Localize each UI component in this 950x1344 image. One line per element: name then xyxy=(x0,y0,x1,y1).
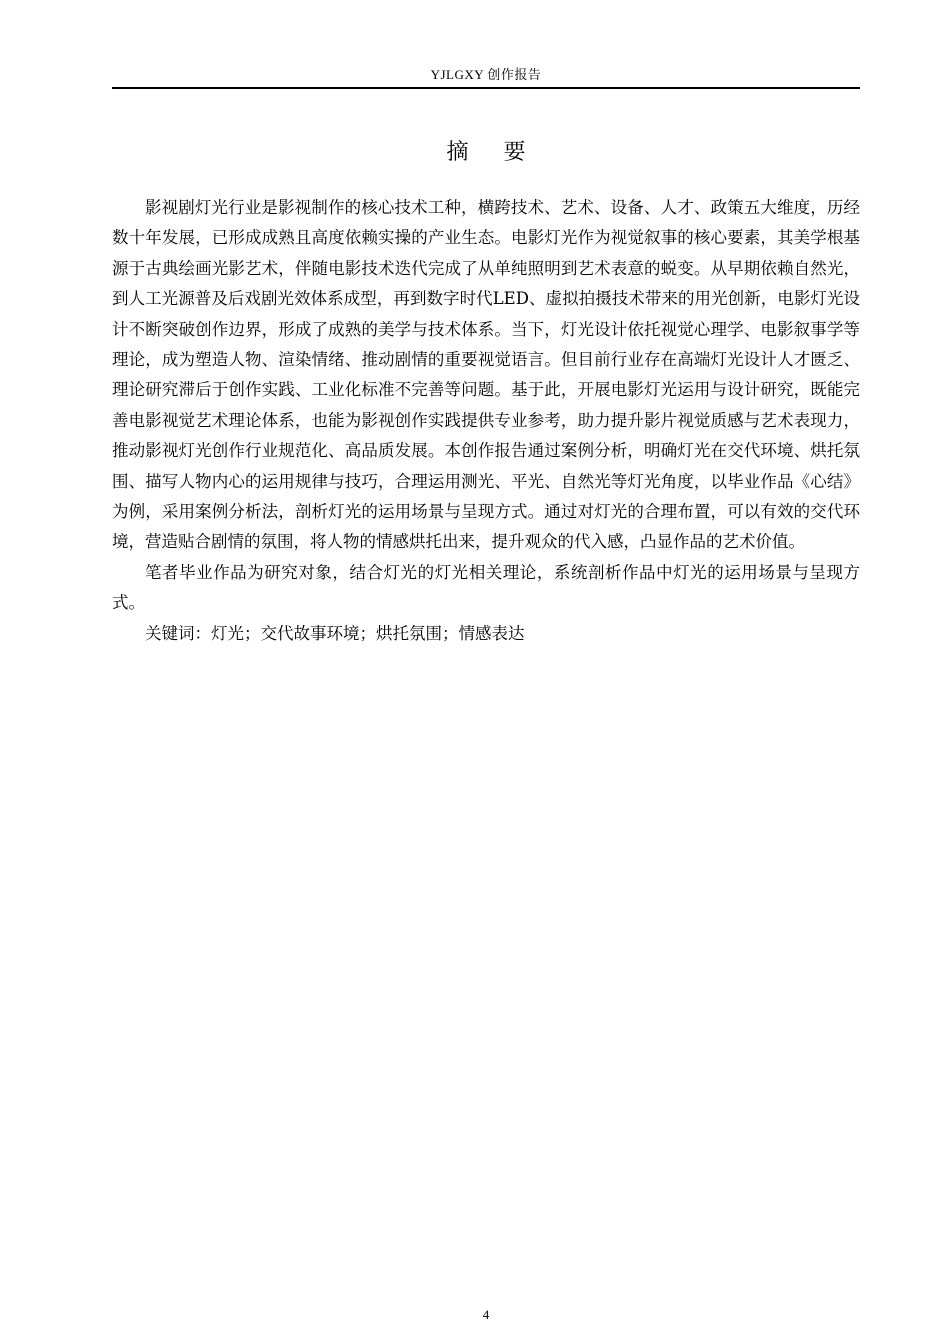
keywords-line: 关键词：灯光；交代故事环境；烘托氛围；情感表达 xyxy=(145,623,525,643)
running-header: YJLGXY 创作报告 xyxy=(430,67,542,82)
abstract-title: 摘 要 xyxy=(446,140,540,165)
page-number: 4 xyxy=(482,1307,490,1322)
abstract-paragraph-2: 笔者毕业作品为研究对象，结合灯光的灯光相关理论，系统剖析作品中灯光的运用场景与呈现方式。 xyxy=(112,562,860,613)
header-rule xyxy=(112,87,860,89)
abstract-paragraph-1: 影视剧灯光行业是影视制作的核心技术工种，横跨技术、艺术、设备、人才、政策五大维度，历经数十年发展，已形成成熟且高度依赖实操的产业生态。电影灯光作为视觉叙事的核心要素，其美学根基源于古典绘画光影艺术，伴随电影技术迭代完成了从单纯照明到艺术表意的蜕变。从早期依赖自然光，到人工光源普及后戏剧光效体系成型，再到数字时代LED、虚拟拍摄技术带来的用光创新，电影灯光设计不断突破创作边界，形成了成熟的美学与技术体系。当下，灯光设计依托视觉心理学、电影叙事学等理论，成为塑造人物、渲染情绪、推动剧情的重要视觉语言。但目前行业存在高端灯光设计人才匮乏、理论研究滞后于创作实践、工业化标准不完善等问题。基于此，开展电影灯光运用与设计研究，既能完善电影视觉艺术理论体系，也能为影视创作实践提供专业参考，助力提升影片视觉质感与艺术表现力，推动影视灯光创作行业规范化、高品质发展。本创作报告通过案例分析，明确灯光在交代环境、烘托氛围、描写人物内心的运用规律与技巧，合理运用测光、平光、自然光等灯光角度，以毕业作品《心结》为例，采用案例分析法，剖析灯光的运用场景与呈现方式。通过对灯光的合理布置，可以有效的交代环境，营造贴合剧情的氛围，将人物的情感烘托出来，提升观众的代入感，凸显作品的艺术价值。 xyxy=(112,198,860,552)
abstract-body xyxy=(112,193,860,649)
